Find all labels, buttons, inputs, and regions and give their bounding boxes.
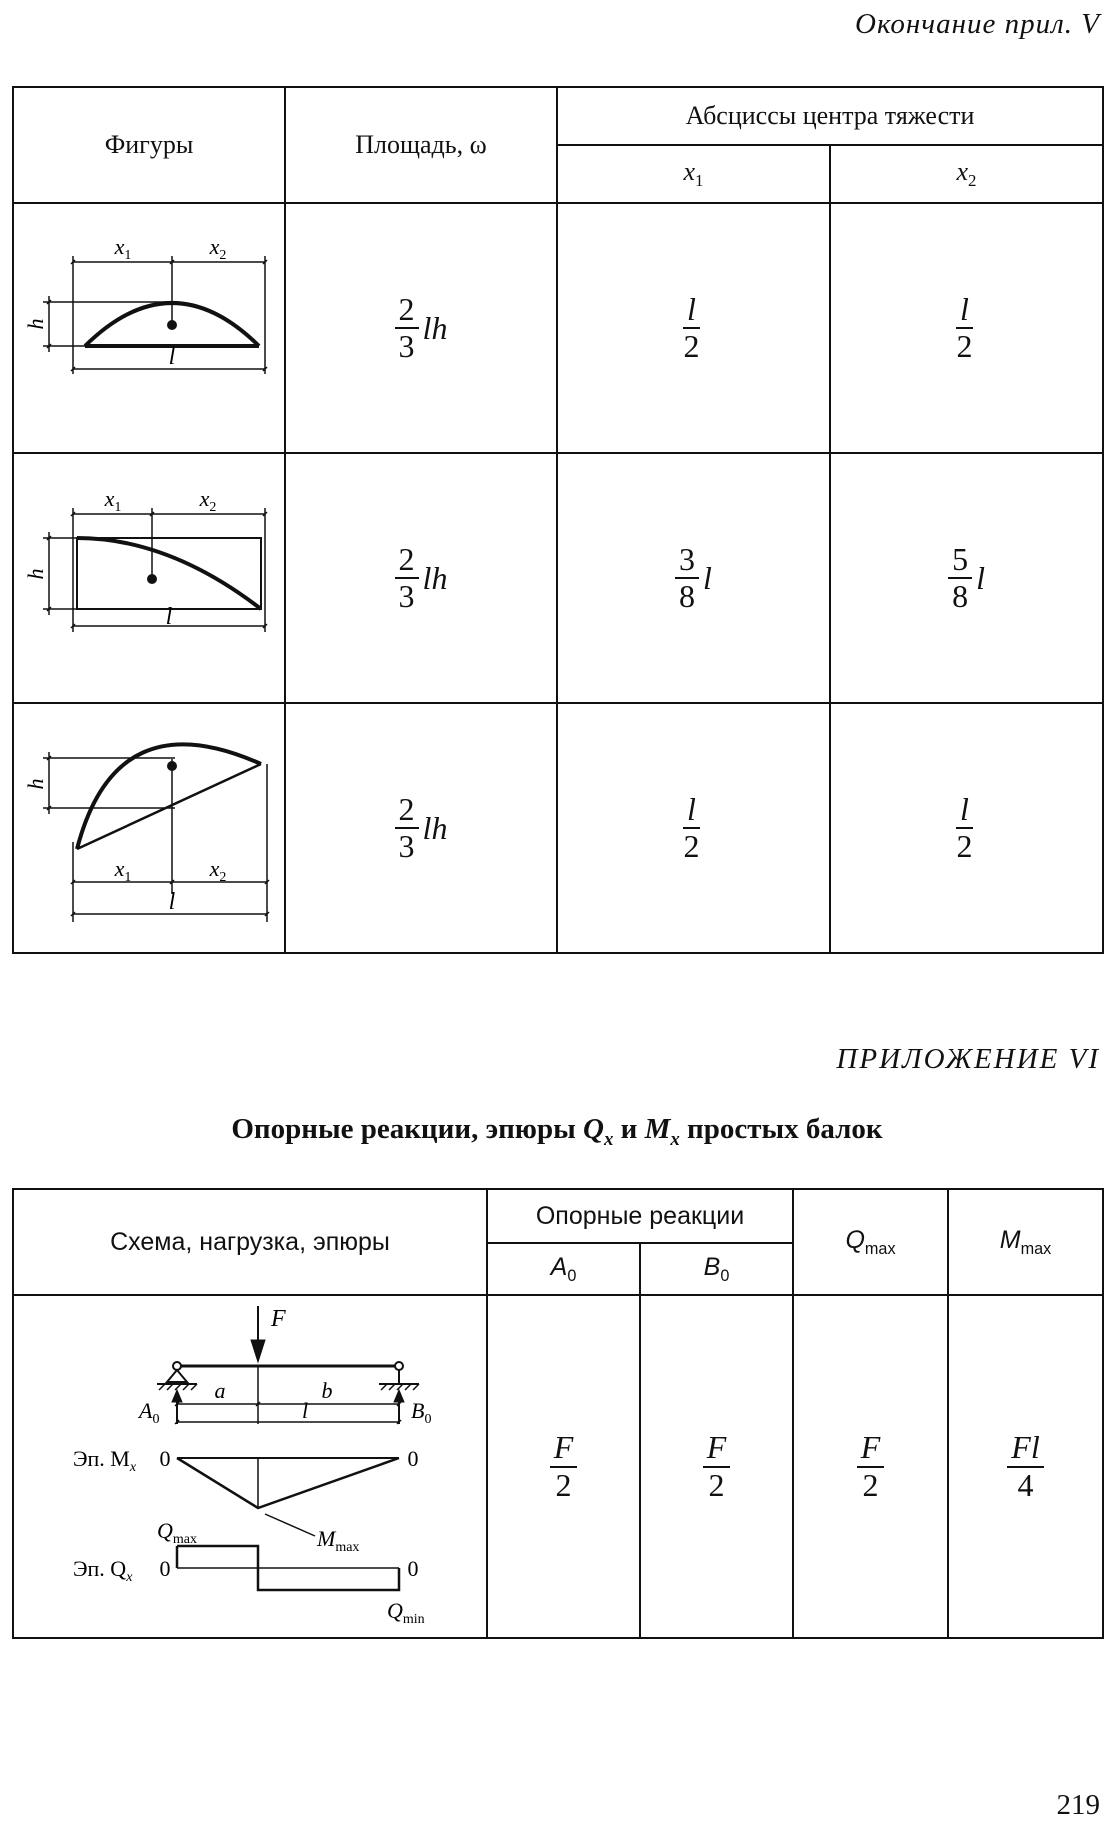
appendix-title: ПРИЛОЖЕНИЕ VI xyxy=(836,1043,1100,1075)
figure-segment-parabola xyxy=(13,203,285,453)
label-zero: 0 xyxy=(159,1446,171,1471)
label-h: h xyxy=(23,568,48,580)
label-zero: 0 xyxy=(407,1446,419,1471)
header-centroid: Абсциссы центра тяжести xyxy=(557,87,1103,145)
label-ep-q: Эп. $Q_x$ xyxy=(73,1556,133,1585)
x1-cell: $\frac{l}{2}$ xyxy=(557,203,830,453)
label-Qmax: $Q_{max}$ xyxy=(157,1518,197,1547)
page-number: 219 xyxy=(1056,1789,1100,1821)
label-x2: $x_2$ xyxy=(199,486,217,515)
header-x1: $x_1$ xyxy=(557,145,830,203)
section-title: Опорные реакции, эпюры $Q_x$ и $M_x$ простых балок xyxy=(231,1113,883,1150)
label-a: a xyxy=(214,1378,226,1403)
beams-table xyxy=(12,1188,1104,1639)
header-b0: $B_0$ xyxy=(640,1243,793,1295)
header-scheme: Схема, нагрузка, эпюры xyxy=(13,1189,487,1295)
label-x1: $x_1$ xyxy=(114,234,132,263)
label-l: l xyxy=(301,1398,309,1423)
header-figures: Фигуры xyxy=(13,87,285,203)
label-zero: 0 xyxy=(407,1556,419,1581)
beam-scheme-figure xyxy=(15,1296,485,1632)
parabola-segment-figure xyxy=(15,204,283,447)
label-x1: $x_1$ xyxy=(114,856,132,885)
x2-cell: $\frac{l}{2}$ xyxy=(830,203,1103,453)
table-row xyxy=(13,203,1103,453)
area-cell: $\frac{2}{3}$ lh xyxy=(285,453,557,703)
x2-cell: $\frac{l}{2}$ xyxy=(830,703,1103,953)
area-cell: $\frac{2}{3}$ lh xyxy=(285,703,557,953)
label-h: h xyxy=(23,778,48,790)
header-qmax: $Q_{max}$ xyxy=(793,1189,948,1295)
running-head: Окончание прил. V xyxy=(855,8,1100,40)
header-mmax: $M_{max}$ xyxy=(948,1189,1103,1295)
label-F: F xyxy=(271,1306,286,1332)
header-reactions: Опорные реакции xyxy=(487,1189,793,1243)
label-l: l xyxy=(168,889,176,915)
figures-table xyxy=(12,86,1104,954)
label-ep-m: Эп. $M_x$ xyxy=(73,1446,137,1475)
table-row xyxy=(13,703,1103,953)
figure-skewed-parabola xyxy=(13,703,285,953)
half-parabola-figure xyxy=(15,454,283,697)
label-l: l xyxy=(168,344,176,370)
label-x2: $x_2$ xyxy=(209,856,227,885)
beam-scheme-cell xyxy=(13,1295,487,1638)
figure-half-parabola xyxy=(13,453,285,703)
label-l: l xyxy=(165,604,173,630)
label-Qmin: $Q_{min}$ xyxy=(387,1598,425,1627)
a0-cell: $\frac{F}{2}$ xyxy=(487,1295,640,1638)
header-a0: $A_0$ xyxy=(487,1243,640,1295)
header-x2: $x_2$ xyxy=(830,145,1103,203)
label-x1: $x_1$ xyxy=(104,486,122,515)
label-A0: $A_0$ xyxy=(139,1398,160,1427)
header-area: Площадь, ω xyxy=(285,87,557,203)
mmax-cell: $\frac{Fl}{4}$ xyxy=(948,1295,1103,1638)
table-row xyxy=(13,453,1103,703)
label-zero: 0 xyxy=(159,1556,171,1581)
x2-cell: $\frac{5}{8}$ l xyxy=(830,453,1103,703)
label-b: b xyxy=(321,1378,333,1403)
x1-cell: $\frac{l}{2}$ xyxy=(557,703,830,953)
area-cell: $\frac{2}{3}$ lh xyxy=(285,203,557,453)
label-B0: $B_0$ xyxy=(411,1398,432,1427)
table-row xyxy=(13,1295,1103,1638)
qmax-cell: $\frac{F}{2}$ xyxy=(793,1295,948,1638)
b0-cell: $\frac{F}{2}$ xyxy=(640,1295,793,1638)
x1-cell: $\frac{3}{8}$ l xyxy=(557,453,830,703)
label-h: h xyxy=(23,318,48,330)
label-Mmax: $M_{max}$ xyxy=(317,1526,360,1555)
skewed-parabola-figure xyxy=(15,704,283,947)
label-x2: $x_2$ xyxy=(209,234,227,263)
